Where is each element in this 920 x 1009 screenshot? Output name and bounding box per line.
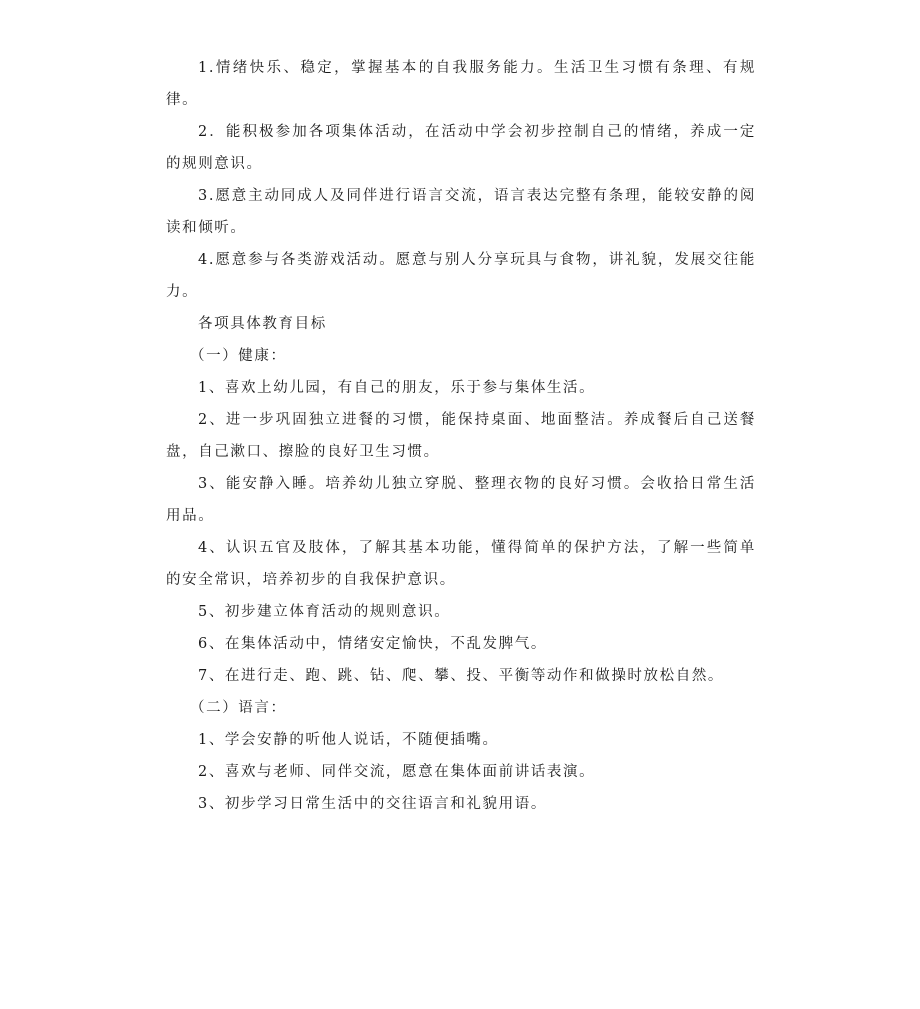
health-item-3: 3、能安静入睡。培养幼儿独立穿脱、整理衣物的良好习惯。会收拾日常生活用品。 bbox=[166, 476, 756, 524]
language-item-1: 1、学会安静的听他人说话，不随便插嘴。 bbox=[198, 732, 499, 748]
health-item-2: 2、进一步巩固独立进餐的习惯，能保持桌面、地面整洁。养成餐后自己送餐盘，自己漱口、擦脸的良好卫生习惯。 bbox=[166, 412, 756, 460]
language-heading: （二）语言： bbox=[190, 700, 287, 716]
section-title: 各项具体教育目标 bbox=[198, 316, 327, 332]
health-item-4: 4、认识五官及肢体，了解其基本功能，懂得简单的保护方法，了解一些简单的安全常识，培养初步的自我保护意识。 bbox=[166, 540, 756, 588]
goal-paragraph-4: 4.愿意参与各类游戏活动。愿意与别人分享玩具与食物，讲礼貌，发展交往能力。 bbox=[166, 252, 756, 300]
health-item-7: 7、在进行走、跑、跳、钻、爬、攀、投、平衡等动作和做操时放松自然。 bbox=[198, 668, 725, 684]
health-item-5: 5、初步建立体育活动的规则意识。 bbox=[198, 604, 451, 620]
goal-paragraph-2: 2．能积极参加各项集体活动，在活动中学会初步控制自己的情绪，养成一定的规则意识。 bbox=[166, 124, 756, 172]
goal-paragraph-1: 1.情绪快乐、稳定，掌握基本的自我服务能力。生活卫生习惯有条理、有规律。 bbox=[166, 60, 756, 108]
document-body bbox=[166, 52, 756, 820]
language-item-2: 2、喜欢与老师、同伴交流，愿意在集体面前讲话表演。 bbox=[198, 764, 596, 780]
health-item-6: 6、在集体活动中，情绪安定愉快，不乱发脾气。 bbox=[198, 636, 547, 652]
language-item-3: 3、初步学习日常生活中的交往语言和礼貌用语。 bbox=[198, 796, 547, 812]
health-item-1: 1、喜欢上幼儿园，有自己的朋友，乐于参与集体生活。 bbox=[198, 380, 596, 396]
health-heading: （一）健康： bbox=[190, 348, 287, 364]
goal-paragraph-3: 3.愿意主动同成人及同伴进行语言交流，语言表达完整有条理，能较安静的阅读和倾听。 bbox=[166, 188, 756, 236]
